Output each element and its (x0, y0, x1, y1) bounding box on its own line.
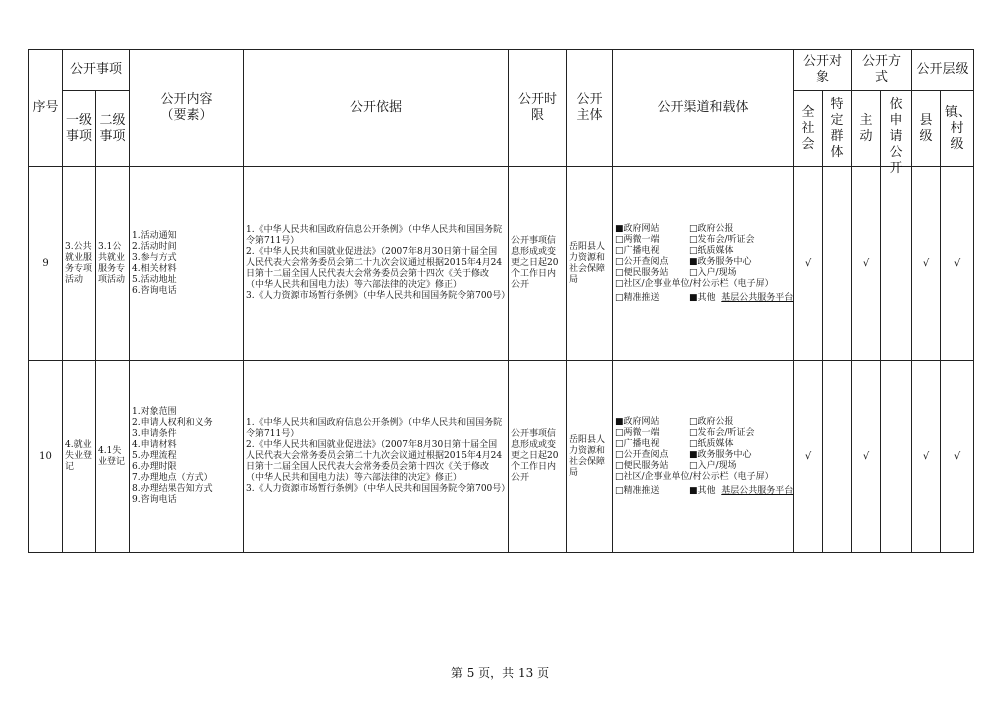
channel-option: □公开查阅点 (615, 449, 669, 460)
channel-option: ■政务服务中心 (689, 449, 752, 460)
row-target-specific (823, 361, 852, 553)
channel-option: ■政府网站 (615, 416, 660, 427)
channel-line (615, 450, 791, 461)
channel-option: □广播电视 (615, 245, 660, 256)
channel-line (615, 439, 791, 450)
header-mode-request-text: 依申请公开 (889, 97, 903, 176)
basis-item: 3.《人力资源市场暂行条例》（中华人民共和国国务院令第700号） (246, 291, 511, 301)
channel-option: □入户/现场 (689, 267, 737, 278)
channel-line (615, 224, 791, 235)
row-content (130, 167, 244, 361)
row-subject: 岳阳县人力资源和社会保障局 (567, 361, 613, 553)
basis-item: 1.《中华人民共和国政府信息公开条例》（中华人民共和国国务院令第711号） (246, 418, 503, 439)
header-mode-group: 公开方式 (852, 50, 912, 91)
table-row (29, 167, 974, 361)
content-item: 1.活动通知 (132, 230, 177, 241)
basis-item: 2.《中华人民共和国就业促进法》（2007年8月30日第十届全国人民代表大会常务委员会第二十九次会议通过根据2015年4月24日第十二届全国人民代表大会常务委员会第十四次《关于修改（中华人民共和国电力法）等六部法律的决定》修正） (246, 440, 503, 483)
header-level1: 一级事项 (63, 91, 96, 167)
channel-line (615, 268, 791, 279)
row-level-county: √ (912, 167, 941, 361)
content-item: 4.相关材料 (132, 263, 177, 274)
header-level-county: 县级 (912, 91, 941, 167)
content-item: 7.办理地点（方式） (132, 473, 213, 483)
content-item: 2.申请人权利和义务 (132, 418, 213, 428)
row-basis (244, 361, 509, 553)
content-item: 2.活动时间 (132, 241, 177, 252)
row-mode-active: √ (852, 167, 881, 361)
channel-option: □发布会/听证会 (689, 427, 755, 438)
row-target-all: √ (794, 167, 823, 361)
content-item: 5.活动地址 (132, 274, 177, 285)
channel-option: □纸质媒体 (689, 438, 734, 449)
channel-line (615, 428, 791, 439)
header-seq: 序号 (29, 50, 63, 167)
header-subject: 公开主体 (567, 50, 613, 167)
channel-line (615, 292, 794, 304)
row-level1: 3.公共就业服务专项活动 (63, 167, 96, 361)
header-level2: 二级事项 (96, 91, 130, 167)
page-number: 第 5 页，共 13 页 (450, 666, 550, 680)
channel-option: □广播电视 (615, 438, 660, 449)
row-mode-request (881, 361, 912, 553)
content-item: 5.办理流程 (132, 451, 177, 461)
row-time: 公开事项信息形成或变更之日起20个工作日内公开 (509, 361, 567, 553)
channel-other-link-text: 基层公共服务平台 (721, 485, 794, 496)
header-content: 公开内容（要素） (130, 50, 244, 167)
header-basis: 公开依据 (244, 50, 509, 167)
header-time: 公开时限 (509, 50, 567, 167)
channel-option-community: □社区/企事业单位/村公示栏（电子屏） (615, 278, 774, 289)
channel-option: □入户/现场 (689, 460, 737, 471)
row-channels (613, 167, 794, 361)
content-item: 6.办理时限 (132, 462, 177, 472)
channel-option: □便民服务站 (615, 460, 669, 471)
header-mode-active: 主动 (852, 91, 881, 167)
channel-line (615, 235, 791, 246)
channel-other-link (721, 293, 793, 303)
row-level-town: √ (941, 167, 974, 361)
channel-line (615, 246, 791, 257)
row-seq: 9 (29, 167, 63, 361)
header-channel: 公开渠道和载体 (613, 50, 794, 167)
channel-option-community: □社区/企事业单位/村公示栏（电子屏） (615, 471, 774, 482)
content-item: 4.申请材料 (132, 440, 177, 450)
row-mode-active: √ (852, 361, 881, 553)
row-time: 公开事项信息形成或变更之日起20个工作日内公开 (509, 167, 567, 361)
channel-line (615, 461, 791, 472)
header-target-group: 公开对象 (794, 50, 852, 91)
header-target-all: 全社会 (794, 91, 823, 167)
content-item: 3.申请条件 (132, 429, 177, 439)
row-content (130, 361, 244, 553)
header-items-group: 公开事项 (63, 50, 130, 91)
channel-option: □两微一端 (615, 234, 660, 245)
channel-option: □发布会/听证会 (689, 234, 755, 245)
channel-option: □纸质媒体 (689, 245, 734, 256)
content-item: 9.咨询电话 (132, 495, 177, 505)
channel-option: □政府公报 (689, 416, 734, 427)
basis-item: 2.《中华人民共和国就业促进法》（2007年8月30日第十届全国人民代表大会常务委员会第二十九次会议通过根据2015年4月24日第十二届全国人民代表大会常务委员会第十四次《关于修改（中华人民共和国电力法）等六部法律的决定》修正） (246, 247, 503, 290)
header-level-group: 公开层级 (912, 50, 974, 91)
basis-item: 3.《人力资源市场暂行条例》（中华人民共和国国务院令第700号） (246, 484, 511, 494)
channel-line (615, 485, 794, 497)
row-target-specific (823, 167, 852, 361)
channel-option: □便民服务站 (615, 267, 669, 278)
header-target-specific: 特定群体 (823, 91, 852, 167)
row-level2: 4.1失业登记 (96, 361, 130, 553)
disclosure-table (28, 49, 974, 553)
content-item: 6.咨询电话 (132, 285, 177, 296)
channel-option: □两微一端 (615, 427, 660, 438)
channel-option: □公开查阅点 (615, 256, 669, 267)
channel-option-precise: □精准推送 (615, 292, 660, 303)
row-level2: 3.1公共就业服务专项活动 (96, 167, 130, 361)
channel-line (615, 257, 791, 268)
row-level-county: √ (912, 361, 941, 553)
content-item: 8.办理结果告知方式 (132, 484, 213, 494)
content-item: 1.对象范围 (132, 407, 177, 417)
content-item: 3.参与方式 (132, 252, 177, 263)
header-level-town: 镇、村级 (941, 91, 974, 167)
row-seq: 10 (29, 361, 63, 553)
row-target-all: √ (794, 361, 823, 553)
row-channels (613, 361, 794, 553)
channel-option-other: ■其他 (689, 292, 716, 303)
channel-other-link (721, 486, 793, 496)
channel-option: ■政务服务中心 (689, 256, 752, 267)
table-row (29, 361, 974, 553)
header-mode-request (881, 91, 912, 176)
row-level1: 4.就业失业登记 (63, 361, 96, 553)
row-mode-request (881, 167, 912, 361)
basis-item: 1.《中华人民共和国政府信息公开条例》（中华人民共和国国务院令第711号） (246, 225, 503, 246)
channel-line (615, 417, 791, 428)
channel-option: □政府公报 (689, 223, 734, 234)
row-basis (244, 167, 509, 361)
row-level-town: √ (941, 361, 974, 553)
channel-option-precise: □精准推送 (615, 485, 660, 496)
row-subject: 岳阳县人力资源和社会保障局 (567, 167, 613, 361)
channel-other-link-text: 基层公共服务平台 (721, 292, 794, 303)
channel-option-other: ■其他 (689, 485, 716, 496)
channel-option: ■政府网站 (615, 223, 660, 234)
